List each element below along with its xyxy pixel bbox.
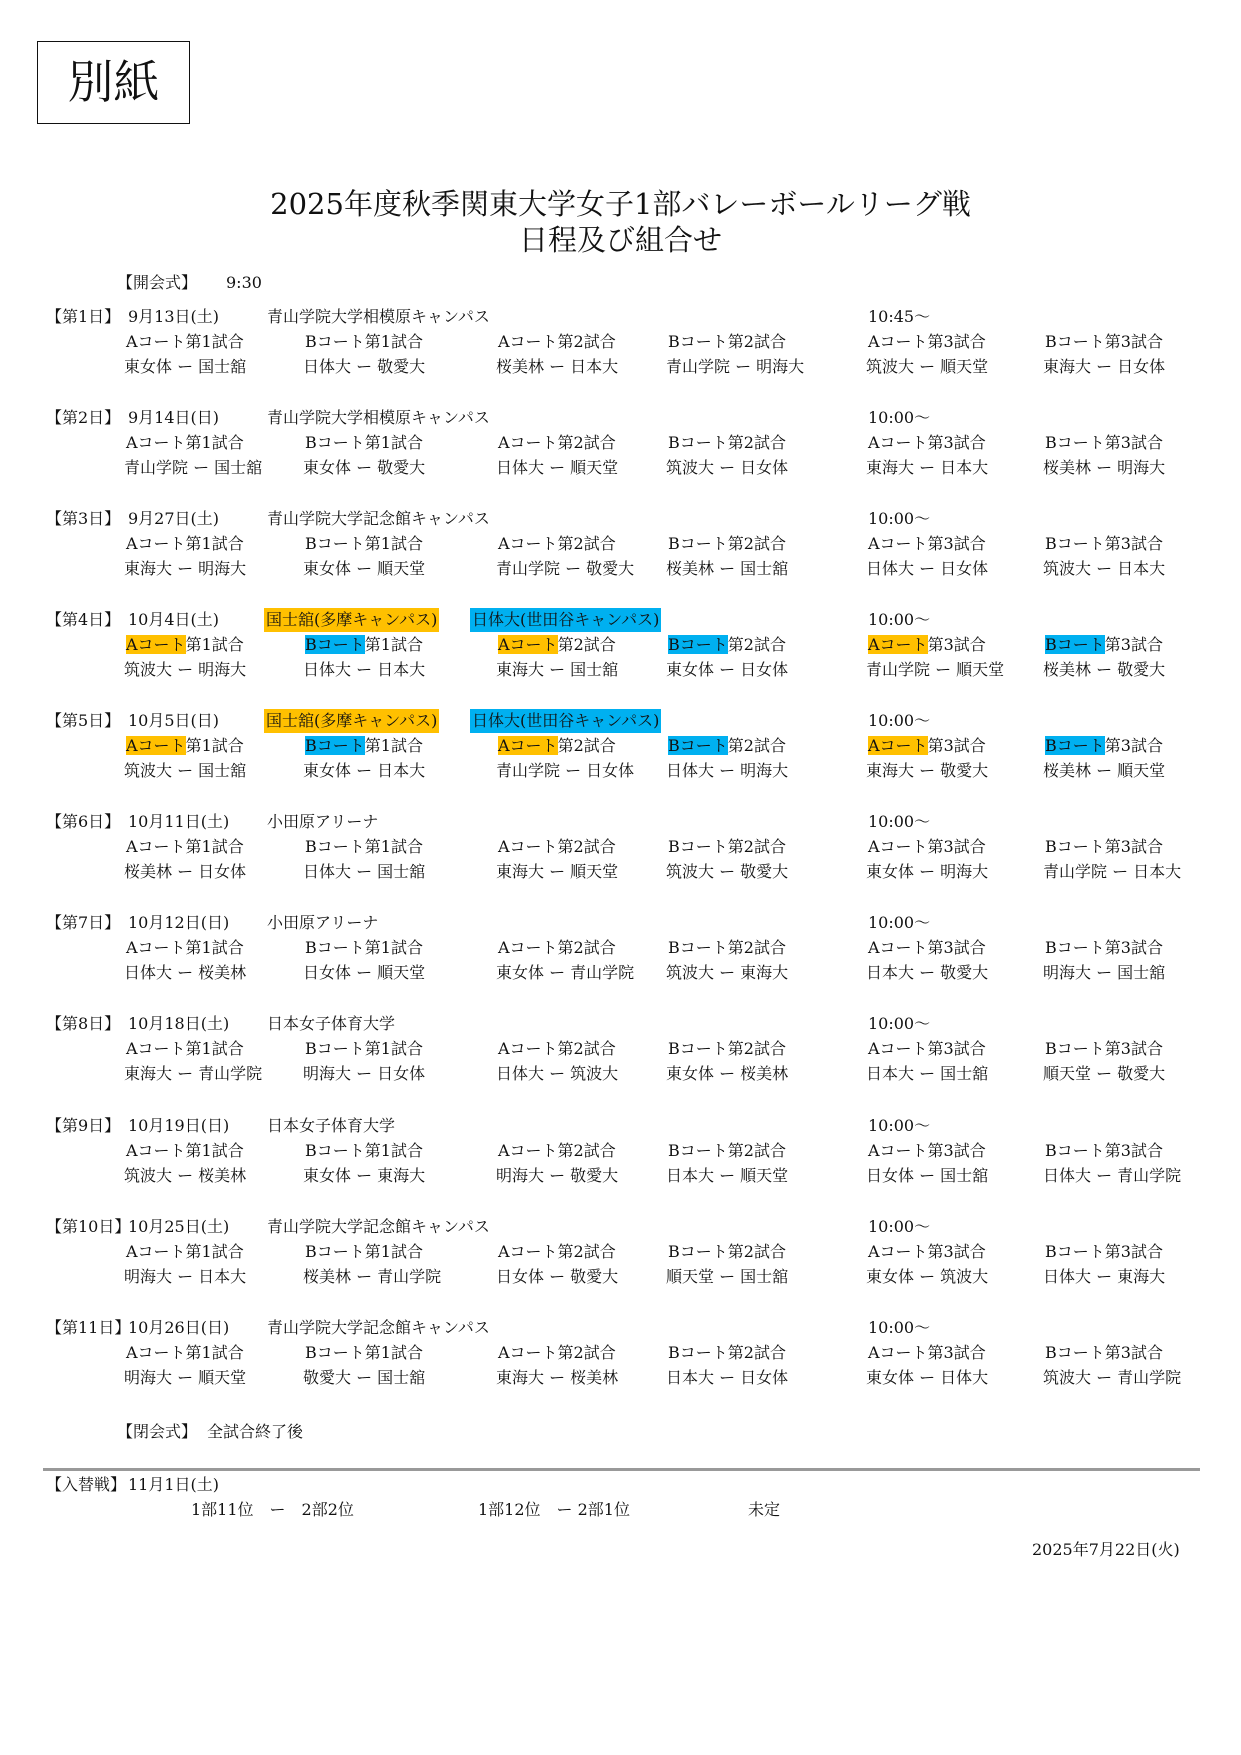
- court-label: Bコート第1試合: [305, 433, 423, 452]
- court-label: Bコート第2試合: [668, 433, 786, 452]
- start-time: 10:00〜: [868, 610, 931, 629]
- court-label: Bコート第1試合: [305, 534, 423, 553]
- day-label: 【第6日】: [46, 812, 121, 831]
- match-pairing: 東女体 ー 敬愛大: [303, 458, 426, 477]
- day-venue: 小田原アリーナ: [267, 913, 379, 932]
- match-pairing: 筑波大 ー 青山学院: [1043, 1368, 1182, 1387]
- court-game-number: 第2試合: [557, 635, 616, 654]
- court-game-number: 第1試合: [364, 736, 423, 755]
- day-label: 【第1日】: [46, 307, 121, 326]
- day-venue-a: 国士舘(多摩キャンパス): [264, 608, 439, 632]
- court-label: Bコート第2試合: [668, 1242, 786, 1261]
- court-label: Aコート第3試合: [868, 837, 986, 856]
- match-pairing: 明海大 ー 日本大: [124, 1267, 247, 1286]
- replacement-match-2: 1部12位 ー 2部1位: [478, 1500, 630, 1519]
- court-label: Bコート第2試合: [668, 938, 786, 957]
- match-pairing: 日本大 ー 敬愛大: [866, 963, 989, 982]
- day-date: 10月18日(土): [128, 1014, 230, 1033]
- court-label: Bコート第2試合: [668, 534, 786, 553]
- court-game-number: 第2試合: [727, 736, 786, 755]
- match-pairing: 筑波大 ー 順天堂: [866, 357, 989, 376]
- day-venue: 日本女子体育大学: [267, 1116, 396, 1135]
- schedule-day: [0, 810, 1241, 886]
- day-date: 10月25日(土): [128, 1217, 230, 1236]
- match-pairing: 筑波大 ー 国士舘: [124, 761, 247, 780]
- match-pairing: 日体大 ー 日女体: [866, 559, 989, 578]
- court-highlight: Bコート: [1045, 635, 1105, 654]
- schedule-day: [0, 1114, 1241, 1190]
- match-pairing: 順天堂 ー 国士舘: [666, 1267, 789, 1286]
- match-pairing: 東海大 ー 日本大: [866, 458, 989, 477]
- court-label: Bコート第1試合: [305, 938, 423, 957]
- day-venue-b: 日体大(世田谷キャンパス): [470, 709, 661, 733]
- court-label: Bコート第3試合: [1045, 837, 1163, 856]
- replacement-match-1: 1部11位 ー 2部2位: [191, 1500, 354, 1519]
- court-label: Aコート第1試合: [126, 534, 244, 553]
- match-pairing: 日本大 ー 順天堂: [666, 1166, 789, 1185]
- match-pairing: 敬愛大 ー 国士舘: [303, 1368, 426, 1387]
- page-subtitle: 日程及び組合せ: [518, 223, 722, 257]
- match-pairing: 明海大 ー 日女体: [303, 1064, 426, 1083]
- match-pairing: 東海大 ー 青山学院: [124, 1064, 263, 1083]
- court-game-number: 第3試合: [1104, 736, 1163, 755]
- court-label: [305, 734, 423, 758]
- court-label: Bコート第3試合: [1045, 1242, 1163, 1261]
- court-label: Aコート第3試合: [868, 1343, 986, 1362]
- day-date: 9月13日(土): [128, 307, 220, 326]
- start-time: 10:00〜: [868, 913, 931, 932]
- replacement-venue: 未定: [748, 1500, 781, 1519]
- match-pairing: 青山学院 ー 国士舘: [124, 458, 263, 477]
- match-pairing: 青山学院 ー 敬愛大: [496, 559, 635, 578]
- court-label: [668, 633, 786, 657]
- match-pairing: 桜美林 ー 日本大: [496, 357, 619, 376]
- match-pairing: 筑波大 ー 東海大: [666, 963, 789, 982]
- day-label: 【第9日】: [46, 1116, 121, 1135]
- court-label: [126, 633, 244, 657]
- day-venue: 青山学院大学記念館キャンパス: [267, 1217, 490, 1236]
- court-label: Bコート第3試合: [1045, 332, 1163, 351]
- match-pairing: 桜美林 ー 敬愛大: [1043, 660, 1166, 679]
- court-label: Aコート第3試合: [868, 1039, 986, 1058]
- match-pairing: 日体大 ー 桜美林: [124, 963, 247, 982]
- match-pairing: 筑波大 ー 桜美林: [124, 1166, 247, 1185]
- match-pairing: 桜美林 ー 日女体: [124, 862, 247, 881]
- day-date: 9月14日(日): [128, 408, 220, 427]
- court-label: Bコート第1試合: [305, 1242, 423, 1261]
- court-label: Aコート第1試合: [126, 433, 244, 452]
- court-label: Bコート第3試合: [1045, 1039, 1163, 1058]
- attachment-stamp: 別紙: [37, 41, 190, 124]
- court-label: Bコート第3試合: [1045, 433, 1163, 452]
- schedule-day: [0, 911, 1241, 987]
- match-pairing: 東女体 ー 順天堂: [303, 559, 426, 578]
- day-venue-a: 国士舘(多摩キャンパス): [264, 709, 439, 733]
- day-venue: 青山学院大学相模原キャンパス: [267, 408, 490, 427]
- start-time: 10:00〜: [868, 408, 931, 427]
- start-time: 10:00〜: [868, 1217, 931, 1236]
- match-pairing: 筑波大 ー 明海大: [124, 660, 247, 679]
- court-label: Aコート第1試合: [126, 1039, 244, 1058]
- court-game-number: 第1試合: [185, 635, 244, 654]
- court-game-number: 第3試合: [927, 736, 986, 755]
- court-label: Bコート第1試合: [305, 837, 423, 856]
- court-label: Aコート第3試合: [868, 534, 986, 553]
- day-venue: 青山学院大学相模原キャンパス: [267, 307, 490, 326]
- match-pairing: 日体大 ー 日本大: [303, 660, 426, 679]
- day-date: 10月26日(日): [128, 1318, 230, 1337]
- court-label: Aコート第3試合: [868, 332, 986, 351]
- court-game-number: 第1試合: [185, 736, 244, 755]
- court-label: Aコート第3試合: [868, 433, 986, 452]
- day-date: 10月12日(日): [128, 913, 230, 932]
- court-highlight: Bコート: [305, 736, 365, 755]
- match-pairing: 明海大 ー 順天堂: [124, 1368, 247, 1387]
- match-pairing: 東海大 ー 明海大: [124, 559, 247, 578]
- court-label: Bコート第1試合: [305, 1141, 423, 1160]
- day-date: 9月27日(土): [128, 509, 220, 528]
- court-label: Aコート第2試合: [498, 1141, 616, 1160]
- court-game-number: 第2試合: [727, 635, 786, 654]
- day-date: 10月5日(日): [128, 711, 220, 730]
- match-pairing: 東女体 ー 国士舘: [124, 357, 247, 376]
- start-time: 10:00〜: [868, 1014, 931, 1033]
- court-label: Bコート第3試合: [1045, 938, 1163, 957]
- schedule-day: [0, 1316, 1241, 1392]
- schedule-day: [0, 507, 1241, 583]
- court-label: [498, 633, 616, 657]
- page-title: 2025年度秋季関東大学女子1部バレーボールリーグ戦: [270, 187, 971, 221]
- schedule-day: [0, 709, 1241, 785]
- court-game-number: 第3試合: [1104, 635, 1163, 654]
- court-label: [1045, 633, 1163, 657]
- match-pairing: 東海大 ー 日女体: [1043, 357, 1166, 376]
- court-label: Bコート第2試合: [668, 1343, 786, 1362]
- match-pairing: 日体大 ー 東海大: [1043, 1267, 1166, 1286]
- match-pairing: 東女体 ー 日体大: [866, 1368, 989, 1387]
- day-date: 10月4日(土): [128, 610, 220, 629]
- court-label: Aコート第2試合: [498, 837, 616, 856]
- start-time: 10:00〜: [868, 1318, 931, 1337]
- issue-date: 2025年7月22日(火): [1032, 1540, 1180, 1559]
- court-label: [305, 633, 423, 657]
- court-highlight: Bコート: [668, 736, 728, 755]
- court-label: Bコート第1試合: [305, 332, 423, 351]
- closing-ceremony-text: 全試合終了後: [207, 1422, 304, 1441]
- court-label: Aコート第2試合: [498, 534, 616, 553]
- opening-ceremony-label: 【開会式】: [117, 273, 198, 292]
- court-label: Aコート第2試合: [498, 433, 616, 452]
- match-pairing: 日本大 ー 日女体: [666, 1368, 789, 1387]
- court-label: Aコート第1試合: [126, 1141, 244, 1160]
- match-pairing: 青山学院 ー 順天堂: [866, 660, 1005, 679]
- day-venue: 青山学院大学記念館キャンパス: [267, 509, 490, 528]
- court-label: Bコート第2試合: [668, 332, 786, 351]
- day-label: 【第7日】: [46, 913, 121, 932]
- match-pairing: 日体大 ー 青山学院: [1043, 1166, 1182, 1185]
- replacement-date: 11月1日(土): [128, 1475, 220, 1494]
- schedule-day: [0, 608, 1241, 684]
- court-highlight: Aコート: [498, 635, 558, 654]
- match-pairing: 日体大 ー 明海大: [666, 761, 789, 780]
- court-highlight: Aコート: [868, 635, 928, 654]
- match-pairing: 日女体 ー 敬愛大: [496, 1267, 619, 1286]
- court-label: [868, 633, 986, 657]
- replacement-label: 【入替戦】: [46, 1475, 127, 1494]
- match-pairing: 日体大 ー 筑波大: [496, 1064, 619, 1083]
- schedule-day: [0, 1012, 1241, 1088]
- match-pairing: 東海大 ー 国士舘: [496, 660, 619, 679]
- match-pairing: 東女体 ー 桜美林: [666, 1064, 789, 1083]
- match-pairing: 桜美林 ー 国士舘: [666, 559, 789, 578]
- court-label: Aコート第1試合: [126, 1343, 244, 1362]
- court-label: [668, 734, 786, 758]
- start-time: 10:00〜: [868, 509, 931, 528]
- divider: [43, 1468, 1200, 1471]
- opening-ceremony-time: 9:30: [226, 273, 262, 292]
- court-label: Bコート第1試合: [305, 1039, 423, 1058]
- day-label: 【第2日】: [46, 408, 121, 427]
- match-pairing: 桜美林 ー 青山学院: [303, 1267, 442, 1286]
- match-pairing: 青山学院 ー 日女体: [496, 761, 635, 780]
- court-label: Aコート第1試合: [126, 837, 244, 856]
- match-pairing: 東海大 ー 順天堂: [496, 862, 619, 881]
- court-label: Bコート第2試合: [668, 1039, 786, 1058]
- court-label: Bコート第3試合: [1045, 1141, 1163, 1160]
- match-pairing: 東女体 ー 明海大: [866, 862, 989, 881]
- day-label: 【第11日】: [46, 1318, 131, 1337]
- day-venue: 青山学院大学記念館キャンパス: [267, 1318, 490, 1337]
- court-label: [126, 734, 244, 758]
- court-highlight: Aコート: [126, 635, 186, 654]
- court-highlight: Bコート: [668, 635, 728, 654]
- day-label: 【第5日】: [46, 711, 121, 730]
- court-game-number: 第2試合: [557, 736, 616, 755]
- court-game-number: 第1試合: [364, 635, 423, 654]
- court-label: Aコート第1試合: [126, 332, 244, 351]
- match-pairing: 東女体 ー 日本大: [303, 761, 426, 780]
- schedule-day: [0, 406, 1241, 482]
- court-label: Aコート第2試合: [498, 1343, 616, 1362]
- match-pairing: 筑波大 ー 敬愛大: [666, 862, 789, 881]
- match-pairing: 日体大 ー 順天堂: [496, 458, 619, 477]
- court-label: [868, 734, 986, 758]
- match-pairing: 青山学院 ー 日本大: [1043, 862, 1182, 881]
- court-label: Bコート第3試合: [1045, 534, 1163, 553]
- start-time: 10:00〜: [868, 812, 931, 831]
- start-time: 10:45〜: [868, 307, 931, 326]
- day-label: 【第10日】: [46, 1217, 131, 1236]
- court-label: Bコート第3試合: [1045, 1343, 1163, 1362]
- match-pairing: 東女体 ー 東海大: [303, 1166, 426, 1185]
- start-time: 10:00〜: [868, 1116, 931, 1135]
- court-label: Aコート第3試合: [868, 938, 986, 957]
- court-game-number: 第3試合: [927, 635, 986, 654]
- match-pairing: 順天堂 ー 敬愛大: [1043, 1064, 1166, 1083]
- day-label: 【第3日】: [46, 509, 121, 528]
- match-pairing: 東女体 ー 筑波大: [866, 1267, 989, 1286]
- match-pairing: 東海大 ー 敬愛大: [866, 761, 989, 780]
- day-date: 10月11日(土): [128, 812, 230, 831]
- court-label: Aコート第3試合: [868, 1242, 986, 1261]
- day-venue: 日本女子体育大学: [267, 1014, 396, 1033]
- match-pairing: 日本大 ー 国士舘: [866, 1064, 989, 1083]
- court-label: Aコート第1試合: [126, 1242, 244, 1261]
- match-pairing: 日体大 ー 敬愛大: [303, 357, 426, 376]
- match-pairing: 日体大 ー 国士舘: [303, 862, 426, 881]
- day-venue: 小田原アリーナ: [267, 812, 379, 831]
- court-highlight: Aコート: [868, 736, 928, 755]
- match-pairing: 東女体 ー 青山学院: [496, 963, 635, 982]
- court-label: [1045, 734, 1163, 758]
- match-pairing: 筑波大 ー 日女体: [666, 458, 789, 477]
- match-pairing: 青山学院 ー 明海大: [666, 357, 805, 376]
- match-pairing: 桜美林 ー 明海大: [1043, 458, 1166, 477]
- day-label: 【第8日】: [46, 1014, 121, 1033]
- day-label: 【第4日】: [46, 610, 121, 629]
- match-pairing: 筑波大 ー 日本大: [1043, 559, 1166, 578]
- court-highlight: Aコート: [498, 736, 558, 755]
- closing-ceremony-label: 【閉会式】: [117, 1422, 198, 1441]
- match-pairing: 明海大 ー 国士舘: [1043, 963, 1166, 982]
- start-time: 10:00〜: [868, 711, 931, 730]
- court-label: Bコート第2試合: [668, 1141, 786, 1160]
- court-label: Aコート第2試合: [498, 1242, 616, 1261]
- schedule-day: [0, 1215, 1241, 1291]
- match-pairing: 東女体 ー 日女体: [666, 660, 789, 679]
- schedule-day: [0, 305, 1241, 381]
- court-label: Aコート第3試合: [868, 1141, 986, 1160]
- court-label: Aコート第1試合: [126, 938, 244, 957]
- court-highlight: Bコート: [305, 635, 365, 654]
- court-label: Bコート第2試合: [668, 837, 786, 856]
- court-label: [498, 734, 616, 758]
- court-highlight: Aコート: [126, 736, 186, 755]
- day-venue-b: 日体大(世田谷キャンパス): [470, 608, 661, 632]
- match-pairing: 日女体 ー 国士舘: [866, 1166, 989, 1185]
- match-pairing: 東海大 ー 桜美林: [496, 1368, 619, 1387]
- court-label: Aコート第2試合: [498, 332, 616, 351]
- court-label: Aコート第2試合: [498, 938, 616, 957]
- match-pairing: 桜美林 ー 順天堂: [1043, 761, 1166, 780]
- day-date: 10月19日(日): [128, 1116, 230, 1135]
- court-highlight: Bコート: [1045, 736, 1105, 755]
- match-pairing: 明海大 ー 敬愛大: [496, 1166, 619, 1185]
- match-pairing: 日女体 ー 順天堂: [303, 963, 426, 982]
- court-label: Bコート第1試合: [305, 1343, 423, 1362]
- court-label: Aコート第2試合: [498, 1039, 616, 1058]
